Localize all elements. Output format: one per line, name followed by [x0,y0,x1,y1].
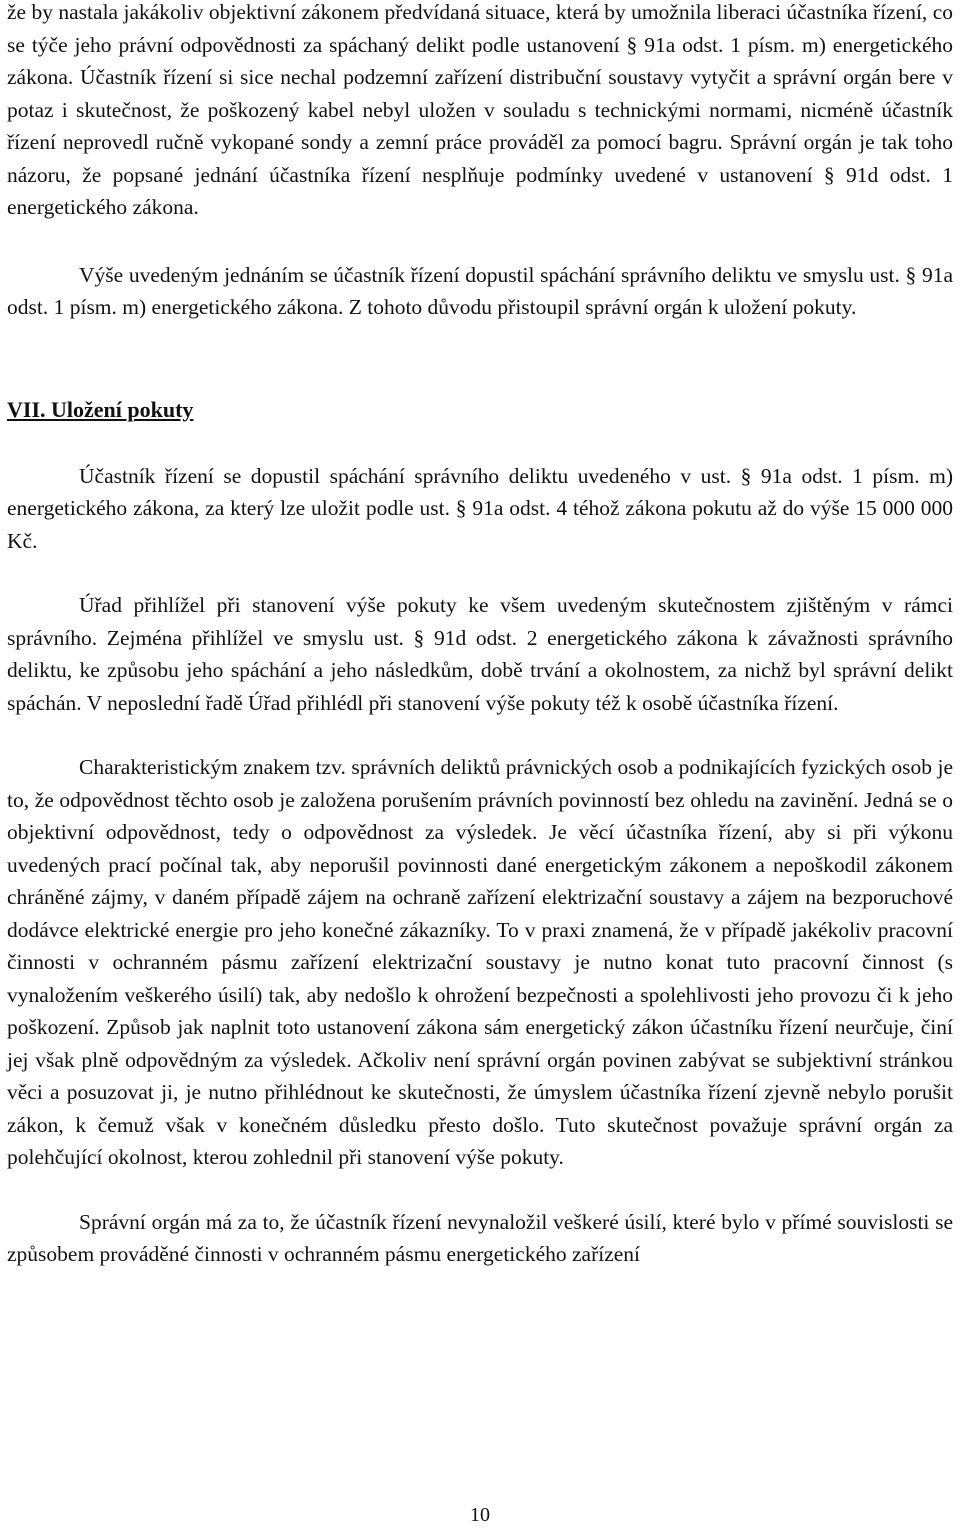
page-number: 10 [470,1504,490,1526]
section-heading: VII. Uložení pokuty [7,396,194,422]
paragraph-fine-limit: Účastník řízení se dopustil spáchání správního deliktu uvedeného v ust. § 91a odst. 1 písm. m) energetického zákona, za který lze uložit podle ust. § 91a odst. 4 téhož zákona pokutu až do výše 15 000 000 Kč. [7,463,953,553]
document-page [7,0,953,1271]
paragraph-liberation: že by nastala jakákoliv objektivní zákonem předvídaná situace, která by umožnila liberaci účastníka řízení, co se týče jeho právní odpovědnosti za spáchaný delikt podle ustanovení § 91a odst. 1 písm. m) energetického zákona. Účastník řízení si sice nechal podzemní zařízení distribuční soustavy vytyčit a správní orgán bere v potaz i skutečnost, že poškozený kabel nebyl uložen v souladu s technickými normami, nicméně účastník řízení neprovedl ručně vykopané sondy a zemní práce prováděl za pomocí bagru. Správní orgán je tak toho názoru, že popsané jednání účastníka řízení nesplňuje podmínky uvedené v ustanovení § 91d odst. 1 energetického zákona. [7,0,953,219]
paragraph-effort-assessment: Správní orgán má za to, že účastník řízení nevynaložil veškeré úsilí, které bylo v přímé souvislosti se způsobem prováděné činnosti v ochranném pásmu energetického zařízení [7,1209,953,1266]
paragraph-objective-liability: Charakteristickým znakem tzv. správních deliktů právnických osob a podnikajících fyzických osob je to, že odpovědnost těchto osob je založena porušením právních povinností bez ohledu na zavinění. Jedná se o objektivní odpovědnost, tedy o odpovědnost za výsledek. Je věcí účastníka řízení, aby si při výkonu uvedených prací počínal tak, aby neporušil povinnosti dané energetickým zákonem a nepoškodil zákonem chráněné zájmy, v daném případě zájem na ochraně zařízení elektrizační soustavy a zájem na bezporuchové dodávce elektrické energie pro jeho konečné zákazníky. To v praxi znamená, že v případě jakékoliv pracovní činnosti v ochranném pásmu zařízení elektrizační soustavy je nutno konat tuto pracovní činnost (s vynaložením veškerého úsilí) tak, aby nedošlo k ohrožení bezpečnosti a spolehlivosti jeho provozu či k jeho poškození. Způsob jak naplnit toto ustanovení zákona sám energetický zákon účastníku řízení neurčuje, činí jej však plně odpovědným za výsledek. Ačkoliv není správní orgán povinen zabývat se subjektivní stránkou věci a posuzovat ji, je nutno přihlédnout ke skutečnosti, že úmyslem účastníka řízení zjevně nebylo porušit zákon, k čemuž však v konečném důsledku přesto došlo. Tuto skutečnost považuje správní orgán za polehčující okolnost, kterou zohlednil při stanovení výše pokuty. [7,755,953,1169]
paragraph-fine-considerations: Úřad přihlížel při stanovení výše pokuty ke všem uvedeným skutečnostem zjištěným v rámci správního. Zejména přihlížel ve smyslu ust. § 91d odst. 2 energetického zákona k závažnosti správního deliktu, ke způsobu jeho spáchání a jeho následkům, době trvání a okolnostem, za nichž byl správní delikt spáchán. V neposlední řadě Úřad přihlédl při stanovení výše pokuty též k osobě účastníka řízení. [7,593,953,715]
paragraph-offense-conclusion: Výše uvedeným jednáním se účastník řízení dopustil spáchání správního deliktu ve smyslu ust. § 91a odst. 1 písm. m) energetického zákona. Z tohoto důvodu přistoupil správní orgán k uložení pokuty. [7,262,953,319]
